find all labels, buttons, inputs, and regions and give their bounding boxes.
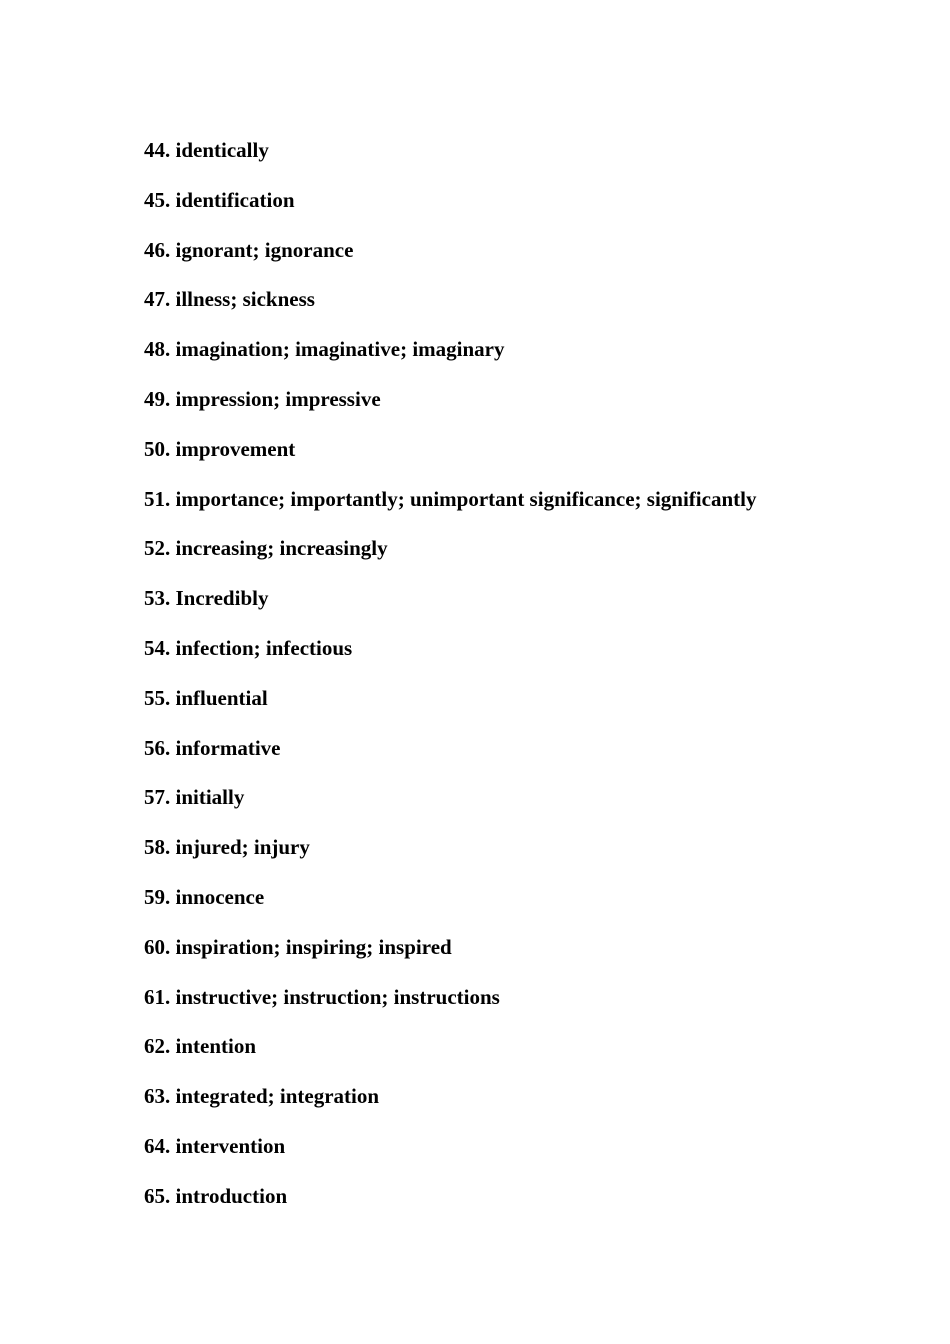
list-item: 48. imagination; imaginative; imaginary <box>144 337 505 362</box>
list-item: 54. infection; infectious <box>144 635 353 660</box>
list-item: 59. innocence <box>144 884 265 909</box>
list-item: 53. Incredibly <box>144 586 269 611</box>
list-item: 63. integrated; integration <box>144 1084 380 1109</box>
list-item: 52. increasing; increasingly <box>144 536 388 561</box>
list-item: 49. impression; impressive <box>144 386 381 411</box>
list-item: 56. informative <box>144 735 281 760</box>
list-item: 51. importance; importantly; unimportant significance; significantly <box>144 486 757 511</box>
list-item: 47. illness; sickness <box>144 287 315 312</box>
vocabulary-list <box>144 136 756 1232</box>
list-item: 57. initially <box>144 785 245 810</box>
list-item: 44. identically <box>144 138 269 162</box>
list-item: 50. improvement <box>144 436 296 461</box>
list-item: 60. inspiration; inspiring; inspired <box>144 934 452 959</box>
list-item: 55. influential <box>144 685 268 710</box>
list-item: 62. intention <box>144 1034 257 1059</box>
list-item: 45. identification <box>144 187 295 212</box>
list-item: 65. introduction <box>144 1183 288 1208</box>
list-item: 46. ignorant; ignorance <box>144 237 354 262</box>
list-item: 64. intervention <box>144 1133 286 1158</box>
list-item: 61. instructive; instruction; instructions <box>144 984 500 1009</box>
list-item: 58. injured; injury <box>144 835 310 860</box>
